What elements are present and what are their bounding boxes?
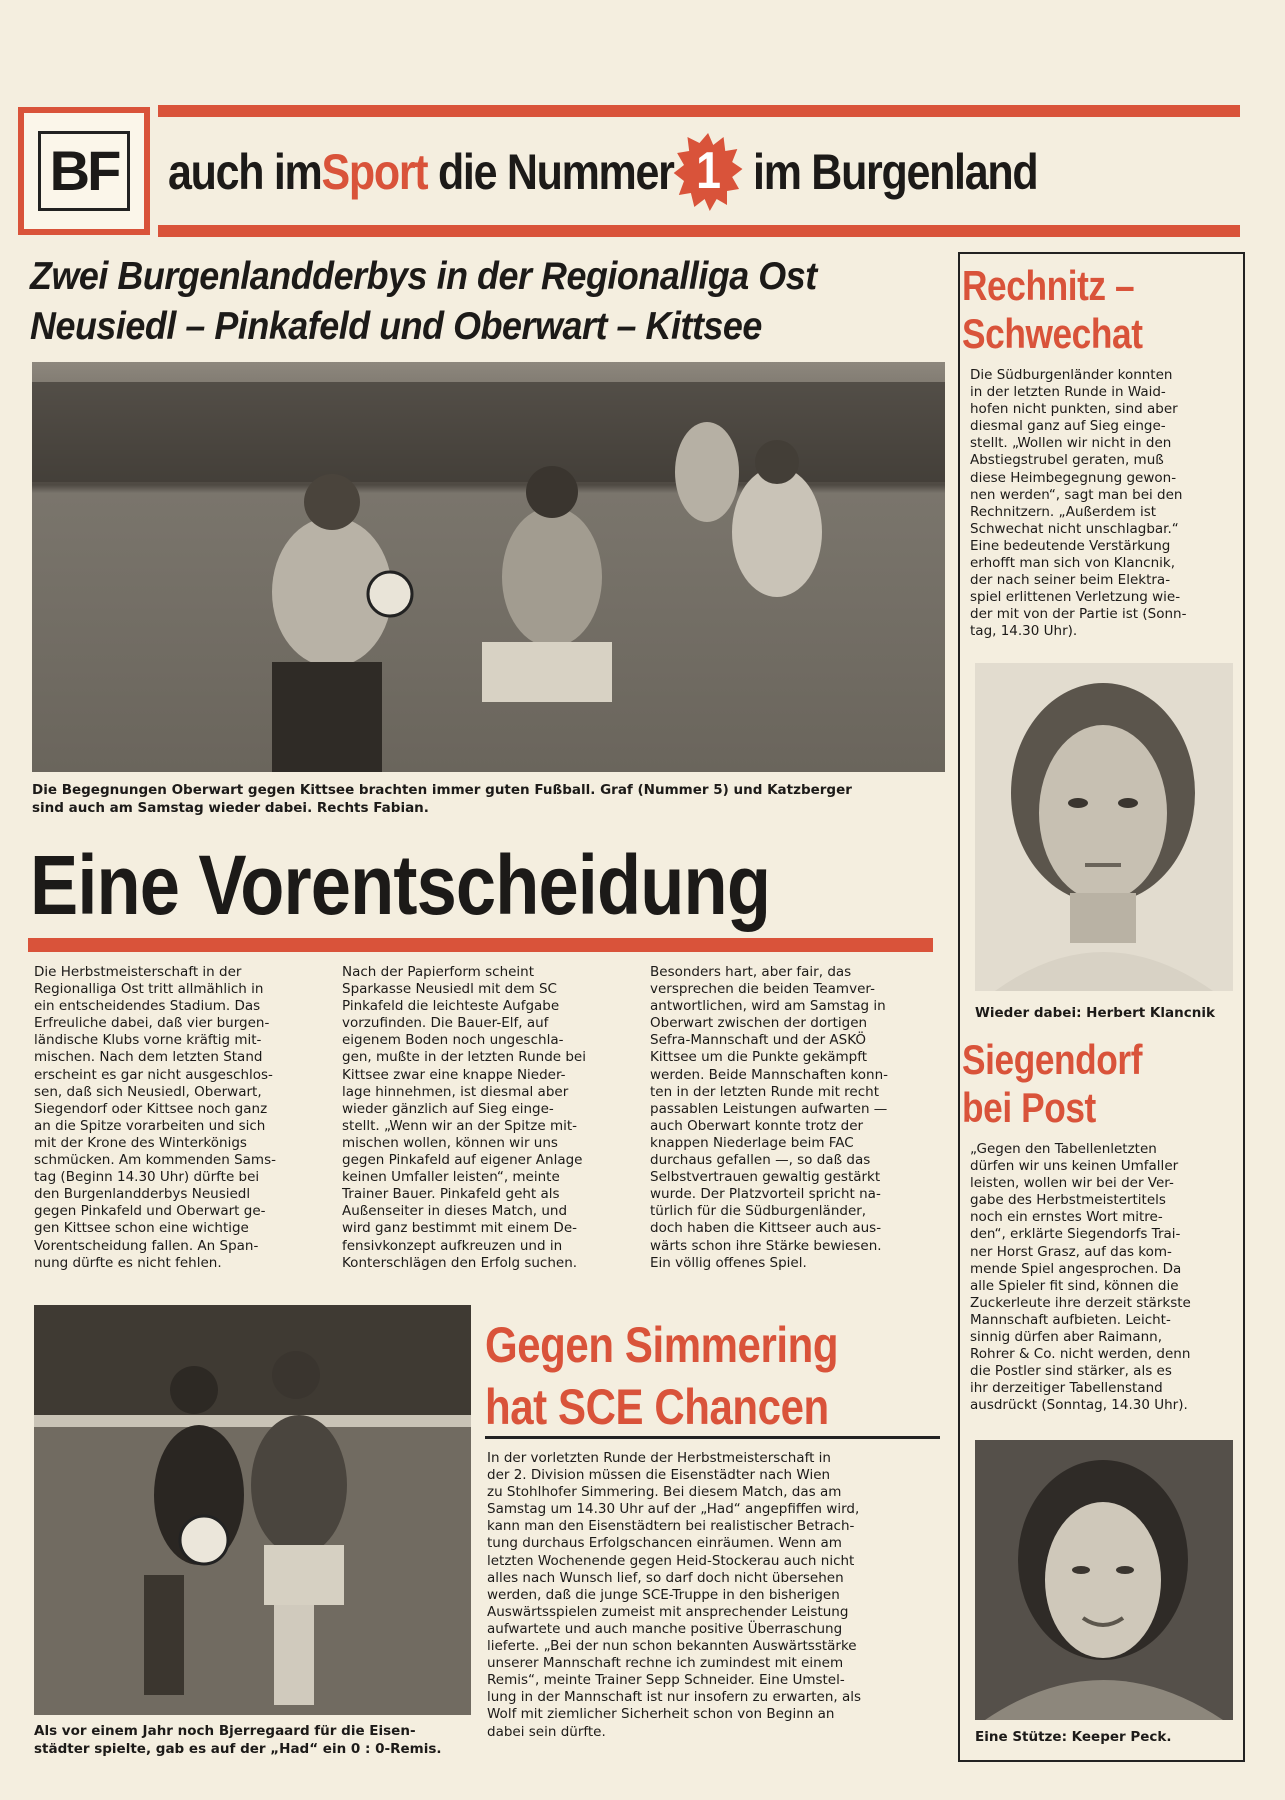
text-line: antwortlichen, wird am Samstag in	[650, 998, 886, 1015]
text-line: leisten, wollen wir bei der Ver-	[970, 1175, 1174, 1192]
siegendorf-article-body	[970, 1141, 1236, 1415]
photo2-caption-line2: städter spielte, gab es auf der „Had“ ein 0 : 0-Remis.	[34, 1741, 442, 1757]
text-line: ein entscheidendes Stadium. Das	[34, 998, 261, 1015]
banner-bottom-rule	[158, 225, 1240, 237]
badge-number: 1	[696, 141, 720, 200]
text-line: ihr derzeitiger Tabellenstand	[970, 1380, 1163, 1397]
text-line: wärts schon ihre Stärke bewiesen.	[650, 1237, 882, 1254]
text-line: gegen Pinkafeld und Oberwart ge-	[34, 1203, 266, 1220]
text-line: mischen wollen, können wir uns	[342, 1134, 558, 1151]
text-line: gen, mußte in der letzten Runde bei	[342, 1049, 586, 1066]
text-line: Regionalliga Ost tritt allmählich in	[34, 981, 264, 998]
banner-tagline	[168, 137, 1097, 207]
text-line: stellt. „Wenn wir an der Spitze mit-	[342, 1117, 578, 1134]
text-line: tung durchaus Erfolgschancen einräumen. Wenn am	[487, 1535, 842, 1552]
text-line: Eine bedeutende Verstärkung	[970, 537, 1171, 554]
text-line: Außenseiter in dieses Match, und	[342, 1203, 568, 1220]
text-line: ner Horst Grasz, auf das kom-	[970, 1243, 1172, 1260]
photo1-caption	[32, 781, 945, 817]
simmering-article-body	[487, 1450, 940, 1741]
text-line: „Gegen den Tabellenletzten	[970, 1141, 1157, 1157]
photo1-caption-line2: sind auch am Samstag wieder dabei. Rechts Fabian.	[32, 800, 429, 816]
text-line: ländische Klubs vorne kräftig mit-	[34, 1032, 262, 1049]
text-line: doch haben die Kittseer auch aus-	[650, 1220, 882, 1237]
main-headline	[30, 252, 876, 352]
text-line: lage hinnehmen, ist diesmal aber	[342, 1083, 569, 1100]
text-line: nung dürfte es nicht fehlen.	[34, 1254, 222, 1271]
text-line: werden, daß die junge SCE-Truppe in den bisherigen	[487, 1586, 840, 1603]
simmering-headline-line1: Gegen Simmering	[485, 1317, 839, 1373]
text-line: an die Spitze vorarbeiten und sich	[34, 1117, 266, 1134]
text-line: Sparkasse Neusiedl mit dem SC	[342, 981, 557, 998]
siegendorf-headline-line1: Siegendorf	[962, 1036, 1143, 1083]
masthead-banner	[18, 103, 1240, 243]
text-line: Erfreuliche dabei, daß vier burgen-	[34, 1015, 270, 1032]
text-line: Rohrer & Co. nicht werden, denn	[970, 1346, 1191, 1363]
text-line: Zuckerleute ihre derzeit stärkste	[970, 1294, 1191, 1311]
text-line: letzten Wochenende gegen Heid-Stockerau auch nicht	[487, 1552, 855, 1569]
portrait-klancnik	[975, 663, 1233, 991]
rechnitz-article-body	[970, 367, 1236, 641]
text-line: gen Kittsee schon eine wichtige	[34, 1220, 249, 1237]
text-line: Rechnitzern. „Außerdem ist	[970, 503, 1157, 520]
rechnitz-headline-line2: Schwechat	[962, 310, 1143, 357]
klancnik-caption: Wieder dabei: Herbert Klancnik	[975, 1005, 1215, 1021]
text-line: nen werden“, sagt man bei den	[970, 486, 1183, 503]
text-line: fensivkonzept aufkreuzen und in	[342, 1237, 563, 1254]
text-line: Oberwart zwischen der dortigen	[650, 1015, 868, 1032]
text-line: Die Herbstmeisterschaft in der	[34, 964, 242, 980]
text-line: noch ein ernstes Wort mitre-	[970, 1209, 1163, 1226]
text-line: alles nach Wunsch lief, so darf doch nicht übersehen	[487, 1569, 844, 1586]
text-line: diesmal ganz auf Sieg einge-	[970, 418, 1166, 435]
siegendorf-headline-line2: bei Post	[962, 1084, 1096, 1131]
text-line: gabe des Herbstmeistertitels	[970, 1192, 1166, 1209]
text-line: den“, erklärte Siegendorfs Trai-	[970, 1226, 1181, 1243]
bf-logo-text: BF	[38, 131, 130, 211]
text-line: Auswärtsspielen zumeist mit ansprechender Leistung	[487, 1603, 849, 1620]
text-line: werden. Beide Mannschaften konn-	[650, 1066, 889, 1083]
text-line: Konterschlägen den Erfolg suchen.	[342, 1254, 578, 1271]
article-column-3	[650, 964, 941, 1272]
text-line: Vorentscheidung fallen. An Span-	[34, 1237, 259, 1254]
text-line: auch Oberwart konnte trotz der	[650, 1117, 864, 1134]
rechnitz-headline-line1: Rechnitz –	[962, 262, 1135, 309]
text-line: mende Spiel angesprochen. Da	[970, 1260, 1182, 1277]
text-line: tag (Beginn 14.30 Uhr) dürfte bei	[34, 1169, 260, 1186]
text-line: Siegendorf oder Kittsee noch ganz	[34, 1100, 268, 1117]
main-headline-line1: Zwei Burgenlandderbys in der Regionalliga Ost	[30, 255, 817, 298]
text-line: Samstag um 14.30 Uhr auf der „Had“ angepfiffen wird,	[487, 1501, 860, 1518]
text-line: gegen Pinkafeld auf eigener Anlage	[342, 1152, 583, 1169]
text-line: dabei sein dürfte.	[487, 1723, 606, 1740]
text-line: Trainer Bauer. Pinkafeld geht als	[342, 1186, 560, 1203]
text-line: der mit von der Partie ist (Sonn-	[970, 606, 1187, 623]
text-line: alle Spieler fit sind, können die	[970, 1277, 1179, 1294]
text-line: wurde. Der Platzvorteil spricht na-	[650, 1186, 881, 1203]
text-line: keinen Umfaller leisten“, meinte	[342, 1169, 560, 1186]
text-line: aufwartete und auch manche positive Überraschung	[487, 1620, 843, 1637]
text-line: mischen. Nach dem letzten Stand	[34, 1049, 263, 1066]
simmering-headline	[485, 1314, 838, 1438]
rechnitz-headline	[962, 262, 1143, 358]
photo2-caption	[34, 1722, 474, 1758]
text-line: Abstiegstrubel geraten, muß	[970, 452, 1164, 469]
text-line: sinnig dürfen aber Raimann,	[970, 1329, 1163, 1346]
text-line: Besonders hart, aber fair, das	[650, 964, 852, 980]
text-line: erhofft man sich von Klancnik,	[970, 555, 1176, 572]
text-line: tag, 14.30 Uhr).	[970, 623, 1078, 640]
text-line: Nach der Papierform scheint	[342, 964, 535, 980]
text-line: Ein völlig offenes Spiel.	[650, 1254, 807, 1271]
text-line: hofen nicht punkten, sind aber	[970, 401, 1178, 418]
text-line: mit der Krone des Winterkönigs	[34, 1134, 247, 1151]
text-line: ten in der letzten Runde mit recht	[650, 1083, 880, 1100]
text-line: Pinkafeld die leichteste Aufgabe	[342, 998, 560, 1015]
text-line: ausdrückt (Sonntag, 14.30 Uhr).	[970, 1397, 1188, 1414]
match-photo-sce	[34, 1305, 471, 1715]
text-line: Mannschaft aufbieten. Leicht-	[970, 1311, 1171, 1328]
text-line: Schwechat nicht unschlagbar.“	[970, 520, 1179, 537]
text-line: Die Südburgenländer konnten	[970, 367, 1173, 383]
headline-rule	[28, 938, 933, 952]
text-line: wird ganz bestimmt mit einem De-	[342, 1220, 577, 1237]
text-line: Selbstvertrauen gewaltig gestärkt	[650, 1169, 881, 1186]
text-line: stellt. „Wollen wir nicht in den	[970, 435, 1172, 452]
bf-logo	[18, 107, 150, 235]
text-line: in der letzten Runde in Waid-	[970, 384, 1166, 401]
text-line: passablen Leistungen aufwarten —	[650, 1100, 888, 1117]
peck-caption: Eine Stütze: Keeper Peck.	[975, 1729, 1172, 1745]
tagline-pre: auch im	[168, 144, 322, 200]
text-line: türlich für die Südburgenländer,	[650, 1203, 867, 1220]
main-headline-line2: Neusiedl – Pinkafeld und Oberwart – Kittsee	[30, 305, 762, 348]
photo2-caption-line1: Als vor einem Jahr noch Bjerregaard für die Eisen-	[34, 1723, 416, 1739]
text-line: knappen Niederlage beim FAC	[650, 1134, 854, 1151]
text-line: den Burgenlandderbys Neusiedl	[34, 1186, 251, 1203]
text-line: lieferte. „Bei der nun schon bekannten Auswärtsstärke	[487, 1638, 857, 1655]
text-line: dürfen wir uns keinen Umfaller	[970, 1158, 1179, 1175]
text-line: zu Stohlhofer Simmering. Bei diesem Match, das am	[487, 1484, 842, 1501]
vorentscheidung-headline: Eine Vorentscheidung	[30, 838, 771, 932]
tagline-post: im Burgenland	[753, 144, 1038, 200]
text-line: der nach seiner beim Elektra-	[970, 572, 1171, 589]
text-line: lung in der Mannschaft ist nur insofern zu erwarten, als	[487, 1689, 862, 1706]
text-line: Kittsee um die Punkte gekämpft	[650, 1049, 868, 1066]
siegendorf-headline	[962, 1036, 1142, 1132]
text-line: spiel erlittenen Verletzung wie-	[970, 589, 1181, 606]
text-line: In der vorletzten Runde der Herbstmeisterschaft in	[487, 1450, 831, 1466]
text-line: eigenem Boden noch ungeschla-	[342, 1032, 564, 1049]
article-column-2	[342, 964, 632, 1272]
text-line: kann man den Eisenstädtern bei realistischer Betrach-	[487, 1518, 855, 1535]
match-photo-oberwart-kittsee	[32, 362, 945, 772]
tagline-mid: die Nummer	[437, 144, 674, 200]
text-line: versprechen die beiden Teamver-	[650, 981, 875, 998]
text-line: schmücken. Am kommenden Sams-	[34, 1152, 276, 1169]
text-line: der 2. Division müssen die Eisenstädter nach Wien	[487, 1467, 831, 1484]
text-line: erscheint es gar nicht ausgeschlos-	[34, 1066, 273, 1083]
text-line: durchaus gefallen —, so daß das	[650, 1152, 871, 1169]
number-one-badge	[674, 131, 743, 211]
text-line: diese Heimbegegnung gewon-	[970, 469, 1177, 486]
text-line: unserer Mannschaft rechne ich zumindest mit einem	[487, 1655, 844, 1672]
text-line: wieder gänzlich auf Sieg einge-	[342, 1100, 554, 1117]
text-line: Kittsee zwar eine knappe Nieder-	[342, 1066, 566, 1083]
tagline-sport: Sport	[321, 144, 428, 200]
text-line: Remis“, meinte Trainer Sepp Schneider. Eine Umstel-	[487, 1672, 845, 1689]
text-line: Wolf mit ziemlicher Sicherheit schon von Beginn an	[487, 1706, 835, 1723]
portrait-peck	[975, 1440, 1233, 1720]
photo1-caption-line1: Die Begegnungen Oberwart gegen Kittsee brachten immer guten Fußball. Graf (Nummer 5) und Katzberger	[32, 782, 852, 798]
text-line: Sefra-Mannschaft und der ASKÖ	[650, 1032, 866, 1049]
text-line: vorzufinden. Die Bauer-Elf, auf	[342, 1015, 549, 1032]
text-line: sen, daß sich Neusiedl, Oberwart,	[34, 1083, 262, 1100]
banner-top-rule	[158, 105, 1240, 117]
simmering-headline-line2: hat SCE Chancen	[485, 1379, 829, 1435]
text-line: die Postler sind stärker, als es	[970, 1363, 1172, 1380]
article-column-1	[34, 964, 325, 1272]
simmering-rule	[485, 1436, 940, 1439]
